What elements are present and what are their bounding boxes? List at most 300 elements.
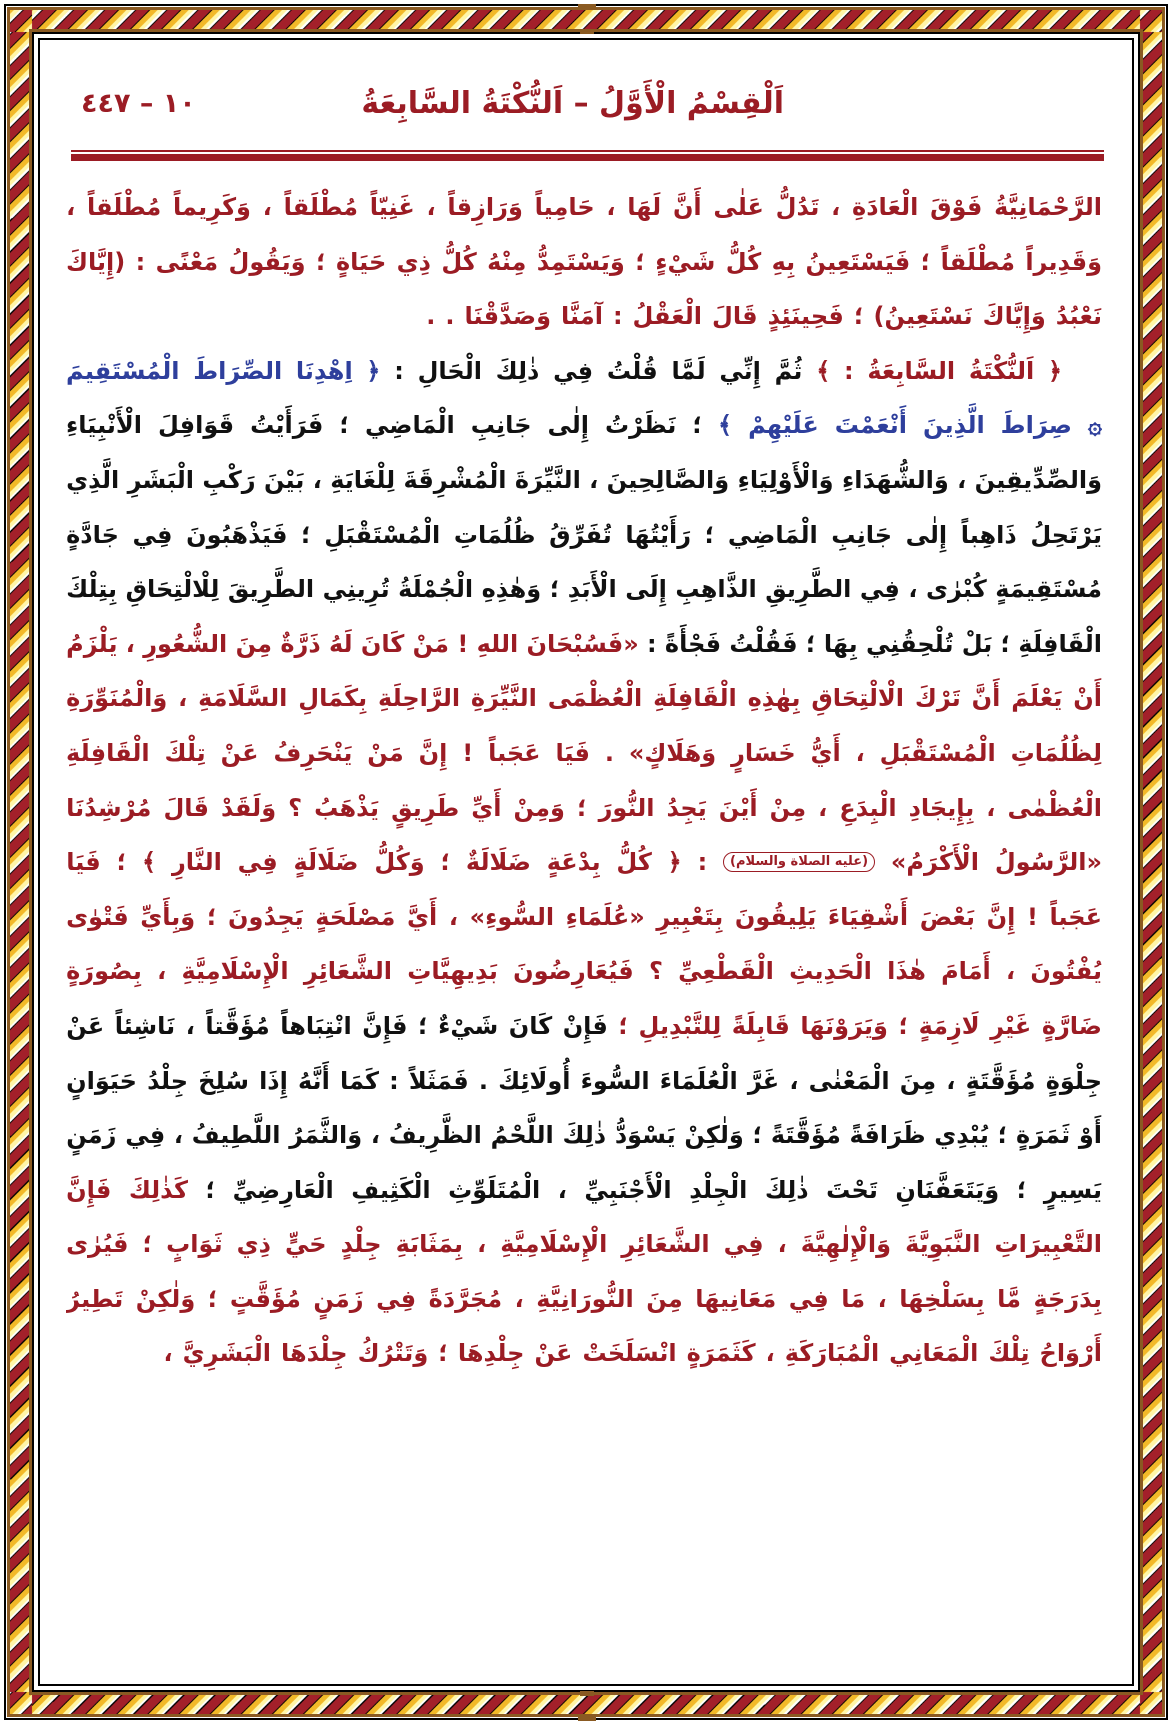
body-word: مُؤَقَّتَةً [770, 1121, 841, 1150]
body-word: إِلَى [625, 575, 667, 604]
emphasis-word: . [604, 738, 615, 767]
emphasis-word: ذِي [236, 1230, 271, 1259]
emphasis-word: ! [457, 629, 469, 658]
emphasis-word: ذِي [396, 247, 431, 276]
body-word: يُبْدِي [934, 1121, 989, 1150]
body-word: الْأَنْبِيَاءِ [66, 411, 142, 440]
body-word: الْأَبَدِ [567, 575, 617, 604]
emphasis-word: السَّلَامَةِ [198, 684, 288, 713]
emphasis-word: فَوْقَ [930, 193, 983, 221]
body-word: ؛ [752, 1121, 763, 1150]
body-word: وَلٰكِنْ [684, 1121, 744, 1150]
emphasis-word: تَطِيرُ [66, 1284, 124, 1313]
text-line [66, 398, 1102, 453]
body-word: تُفَرِّقُ [549, 520, 612, 549]
emphasis-word: ؛ [920, 247, 931, 276]
body-word: ذٰلِكَ [495, 356, 540, 385]
body-word: فَإِنَّ [362, 1011, 408, 1040]
emphasis-word: يَجِدُ [666, 793, 707, 822]
emphasis-word: الْمُسْتَقْبَلِ [879, 738, 996, 767]
text-line [66, 781, 1102, 836]
emphasis-word: ، [262, 193, 272, 221]
quran-verse-word: الْمُسْتَقِيمَ [66, 356, 180, 385]
body-word: الْبَشَرِ [127, 465, 194, 494]
quran-verse-word: الَّذِينَ [922, 411, 985, 440]
emphasis-word: ﴾ [142, 848, 157, 877]
honorific-seal-icon: (عليه الصلاة والسلام) [723, 852, 875, 872]
emphasis-word: فَيَا [555, 738, 590, 767]
emphasis-word: فَيَا [66, 848, 101, 877]
quran-verse-word: صِرَاطَ [1000, 411, 1072, 440]
emphasis-word: ضَلَالَةٌ [465, 848, 531, 877]
emphasis-word: خَسَارٍ [731, 738, 796, 767]
body-word: غَرَّ [747, 1066, 780, 1095]
body-word: ؛ [704, 520, 715, 549]
body-word: شَيْءٌ [438, 1011, 499, 1040]
body-word: كُبْرٰى [926, 575, 987, 604]
emphasis-word: قَالَ [712, 302, 758, 331]
quran-verse-word: أَنْعَمْتَ [834, 411, 907, 440]
emphasis-word: بِمَثَابَةِ [395, 1230, 464, 1259]
emphasis-word: النُّورَ [598, 793, 655, 822]
body-word: كَانَ [508, 1011, 553, 1040]
header-title: اَلْقِسْمُ الْأَوَّلُ – اَلنُّكْتَةُ السَّابِعَةُ [361, 86, 784, 121]
frame-bottom-inner-ornament-icon [580, 1691, 594, 1696]
emphasis-word: انْسَلَخَتْ [582, 1339, 677, 1368]
emphasis-word: ؛ [898, 1011, 909, 1040]
body-word: كَمَا [339, 1066, 379, 1095]
body-word: يَسْوَدُّ [614, 1121, 676, 1150]
emphasis-word: فَتْوٰى [66, 902, 129, 931]
emphasis-word: لِظُلُمَاتِ [1010, 738, 1102, 767]
emphasis-word: بِسَلْخِهَا [899, 1284, 985, 1313]
emphasis-word: الْأَكْرَمُ» [890, 848, 979, 877]
emphasis-word: تِلْكَ [164, 738, 206, 767]
emphasis-word: ؛ [440, 848, 451, 877]
body-word: فَرَأَيْتُ [250, 411, 324, 440]
body-word: السُّوءَ [580, 1066, 650, 1095]
emphasis-word: فِي [723, 1230, 764, 1259]
emphasis-word: وَرَازِقاً [447, 193, 523, 221]
emphasis-word: السَّابِعَةُ [867, 356, 956, 385]
body-word: ظُلُمَاتِ [453, 520, 536, 549]
body-word: ، [908, 575, 918, 604]
body-word: الطَّرِيقِ [765, 575, 852, 604]
emphasis-word: ، [157, 957, 167, 986]
emphasis-word: ، [477, 1230, 487, 1259]
quran-verse-word: ﴾ [718, 411, 733, 440]
body-word: الْعُلَمَاءَ [659, 1066, 738, 1095]
body-word: وَالشُّهَدَاءِ [841, 465, 949, 494]
body-word: النَّيِّرَةَ [514, 465, 581, 494]
emphasis-word: ، [514, 1284, 524, 1313]
text-line [66, 671, 1102, 726]
emphasis-word: . [426, 302, 436, 331]
emphasis-word: كُلُّ [725, 247, 762, 276]
body-word: تَحْتَ [826, 1175, 878, 1204]
body-word: وَيَتَعَفَّنَانِ [895, 1175, 1000, 1204]
body-word: إِلٰى [547, 411, 590, 440]
body-word: إِنِّي [719, 356, 761, 385]
emphasis-word: السُّوءِ» [469, 902, 555, 931]
frame-top-inner-ornament-icon [580, 29, 594, 34]
emphasis-word: ، [777, 1230, 787, 1259]
emphasis-word: مِنْهُ [487, 247, 527, 276]
emphasis-word: الرَّحْمَانِيَّةُ [994, 193, 1102, 221]
emphasis-word: ضَلَالَةٍ [293, 848, 359, 877]
emphasis-word: غَيْرِ [990, 1011, 1032, 1040]
body-word: وَالثَّمَرُ [289, 1121, 363, 1150]
emphasis-word: ؛ [315, 247, 326, 276]
emphasis-word: مِنْ [769, 793, 807, 822]
body-word: . [478, 1066, 488, 1095]
body-word: ؛ [692, 411, 703, 440]
emphasis-word: ، [66, 193, 76, 221]
emphasis-word: : [612, 302, 623, 331]
emphasis-word: كُلُّ [441, 247, 477, 276]
body-word: جِلْوَةٍ [1045, 1066, 1102, 1095]
emphasis-word: بِإِيجَادِ [908, 793, 975, 822]
emphasis-word: مَنْ [367, 738, 404, 767]
body-word: ، [957, 465, 967, 494]
text-line [66, 617, 1102, 672]
emphasis-word: وَكُلُّ [374, 848, 425, 877]
text-line [66, 508, 1102, 563]
text-line [66, 235, 1102, 290]
emphasis-word: وَكَرِيماً [173, 193, 251, 221]
body-word: الْجُمْلَةُ [398, 575, 474, 604]
text-line [66, 289, 1102, 344]
emphasis-word: ، [606, 193, 616, 221]
emphasis-word: مَنْ [412, 629, 450, 658]
text-line [66, 1108, 1102, 1163]
emphasis-word: جِلْدِهَا [457, 1339, 525, 1368]
emphasis-word: الْعُظْمٰى [1007, 793, 1102, 822]
emphasis-word: هٰذَا [887, 957, 926, 986]
emphasis-word: النَّبَوِيَّةَ [905, 1230, 981, 1259]
body-word: إِذَا [259, 1066, 288, 1095]
emphasis-word: : [135, 247, 146, 276]
body-word: الْمَاضِي [364, 411, 455, 440]
body-word: مِنَ [899, 1066, 937, 1095]
emphasis-word: قَابِلَةً [731, 1011, 790, 1040]
body-word: جَانِبِ [831, 520, 893, 549]
body-word: الْمُشْرِقَةَ [403, 465, 507, 494]
emphasis-word: وَهَلَاكٍ» [628, 738, 717, 767]
body-word: فَإِنْ [562, 1011, 608, 1040]
body-word: الظَّرِيفُ [388, 1121, 482, 1150]
body-word: مُؤَقَّتَةٍ [965, 1066, 1036, 1095]
body-word: قُلْتُ [606, 356, 658, 385]
emphasis-word: مُؤَقَّتٍ [229, 1284, 301, 1313]
emphasis-word: تَرْكَ [914, 684, 961, 713]
body-word: : [389, 1066, 399, 1095]
emphasis-word: فِي [788, 1284, 829, 1313]
emphasis-word: : [843, 356, 854, 385]
emphasis-word: الْقَافِلَةِ [66, 738, 150, 767]
emphasis-word: النُّورَانِيَّةِ [536, 1284, 634, 1313]
emphasis-word: ، [831, 193, 841, 221]
emphasis-word: وَقَدِيراً [1025, 247, 1102, 276]
body-word: الْمَعْنٰى [808, 1066, 890, 1095]
body-word: فِي [859, 575, 900, 604]
emphasis-word: أَيِّ [471, 793, 502, 822]
emphasis-word: أَيْنَ [718, 793, 758, 822]
body-word: ؛ [549, 575, 560, 604]
frame-bottom-ornament-icon [578, 1715, 596, 1721]
emphasis-word: طَرِيقٍ [391, 793, 460, 822]
body-word: ؛ [205, 1175, 216, 1204]
emphasis-word: حَيٍّ [284, 1230, 327, 1259]
emphasis-word: أَمَامَ [941, 957, 991, 986]
emphasis-word: ، [426, 193, 436, 221]
body-word: فِي [125, 1121, 166, 1150]
emphasis-word: ثَوَابٍ [166, 1230, 223, 1259]
body-word: ، [370, 1121, 381, 1150]
body-word: الذَّاهِبِ [675, 575, 757, 604]
quran-verse-word: عَلَيْهِمْ [748, 411, 819, 440]
emphasis-word: ؛ [206, 902, 217, 931]
text-line [66, 944, 1102, 999]
emphasis-word: لَازِمَةٍ [918, 1011, 980, 1040]
body-word: عَنْ [66, 1011, 105, 1040]
emphasis-word: بِهِ [771, 247, 796, 276]
emphasis-word: يَذْهَبُ [314, 793, 380, 822]
emphasis-word: «الرَّسُولُ [994, 848, 1102, 877]
emphasis-word: شَيْءٍ [655, 247, 716, 276]
emphasis-word: ! [1026, 902, 1038, 931]
body-word: رَأَيْتُهَا [625, 520, 692, 549]
body-word: : [647, 629, 657, 658]
emphasis-word: الشَّعَائِرِ [621, 1230, 710, 1259]
body-word: نَظَرْتُ [605, 411, 677, 440]
body-word: الْعَارِضِيِّ [232, 1175, 334, 1204]
body-word: ، [312, 465, 322, 494]
body-word: وَالصَّالِحِينَ [606, 465, 730, 494]
body-word: يَرْتَحِلُ [1030, 520, 1102, 549]
quran-verse-word: ﴿ [366, 356, 381, 385]
emphasis-word: ، [818, 793, 828, 822]
emphasis-word: ؛ [853, 302, 864, 331]
emphasis-word: يَعْلَمَ [1011, 684, 1063, 713]
emphasis-word: مُطْلَقاً [86, 193, 162, 221]
emphasis-word: ، [765, 1339, 775, 1368]
body-word: ظَرَافَةً [849, 1121, 926, 1150]
header-rule-thin [71, 150, 1104, 152]
emphasis-word: ذَرَّةٌ [280, 629, 321, 658]
text-line [66, 1163, 1102, 1218]
emphasis-word: مَّا [997, 1284, 1021, 1313]
emphasis-word: بَعْضَ [919, 902, 975, 931]
emphasis-word: يَلِيقُونَ [734, 902, 817, 931]
emphasis-word: وَإِيَّاكَ [982, 302, 1046, 331]
emphasis-word: الْمُبَارَكَةِ [784, 1339, 880, 1368]
emphasis-word: الْمَعَانِي [889, 1339, 979, 1368]
body-word: فَمَثَلاً [408, 1066, 469, 1095]
emphasis-word: عَنْ [220, 738, 259, 767]
emphasis-word: حَامِياً [534, 193, 595, 221]
emphasis-word: آمَنَّا [561, 302, 603, 331]
emphasis-word: وَيَرَوْنَهَا [800, 1011, 888, 1040]
body-word: اللَّحْمُ [490, 1121, 554, 1150]
emphasis-word: وَتَتْرُكُ [357, 1339, 429, 1368]
body-word: ذٰلِكَ [562, 1121, 607, 1150]
emphasis-word: «فَسُبْحَانَ [526, 629, 639, 658]
emphasis-word: كُلُّ [616, 848, 652, 877]
emphasis-word: جِلْدٍ [340, 1230, 382, 1259]
body-word: ؛ [1000, 629, 1011, 658]
body-word: لِلْغَايَةِ [330, 465, 396, 494]
body-word: لِلْالْتِحَاقِ [125, 575, 220, 604]
emphasis-word: يَلْزَمُ [66, 629, 118, 658]
emphasis-word: يُفْتُونَ [1030, 957, 1102, 986]
emphasis-word: . [445, 302, 455, 331]
emphasis-word: ؛ [142, 1230, 153, 1259]
emphasis-word: الْبِدَعِ [839, 793, 897, 822]
text-line [66, 726, 1102, 781]
emphasis-word: مِنَ [235, 629, 273, 658]
emphasis-word: أَنْ [1073, 684, 1102, 713]
page-number: ١٠ – ٤٤٧ [81, 88, 196, 119]
body-word: : [394, 356, 404, 385]
quran-verse-word: اِهْدِنَا [295, 356, 353, 385]
emphasis-word: ؟ [288, 793, 303, 822]
emphasis-word: ﴾ [816, 356, 831, 385]
body-word: ؛ [301, 520, 311, 549]
body-word: سُلِخَ [198, 1066, 249, 1095]
emphasis-word: عَلٰى [713, 193, 764, 221]
body-word: ؛ [805, 629, 816, 658]
emphasis-word: وَبِأَيِّ [140, 902, 196, 931]
body-word: انْتِبَاهاً [280, 1011, 352, 1040]
emphasis-word: ﴿ [1047, 356, 1062, 385]
emphasis-word: بِدَرَجَةٍ [1033, 1284, 1102, 1313]
body-word: وَهٰذِهِ [481, 575, 542, 604]
body-word: مُؤَقَّتاً [205, 1011, 270, 1040]
emphasis-word: مَصْلَحَةٍ [315, 902, 396, 931]
body-word: إِلٰى [905, 520, 948, 549]
body-word: ، [946, 1066, 956, 1095]
emphasis-word: فَيَسْتَعِينُ [805, 247, 911, 276]
emphasis-word: مَا [841, 1284, 866, 1313]
emphasis-word: أَيُّ [810, 738, 841, 767]
emphasis-word: الْقَطْعِيِّ [678, 957, 774, 986]
emphasis-word: مَعْنًى [155, 247, 219, 276]
body-word: وَالْأَوْلِيَاءِ [737, 465, 834, 494]
body-word: ، [789, 1066, 799, 1095]
emphasis-word: مُطْلَقاً [283, 193, 358, 221]
emphasis-word: الْعَقْلُ [632, 302, 703, 331]
emphasis-word: الْعَادَةِ [852, 193, 919, 221]
body-word: ؛ [339, 411, 349, 440]
body-word: الَّذِي [66, 465, 120, 494]
body-word: بِتِلْكَ [66, 575, 118, 604]
body-word: جَادَّةٍ [66, 520, 119, 549]
emphasis-word: فَإِنَّ [66, 1175, 112, 1204]
emphasis-word: زَمَنٍ [313, 1284, 364, 1313]
emphasis-word: (إِيَّاكَ [66, 247, 126, 276]
emphasis-word: ، [448, 902, 458, 931]
emphasis-word: اَلنُّكْتَةُ [968, 356, 1035, 385]
emphasis-word: ضَارَّةٍ [1041, 1011, 1102, 1040]
emphasis-word: الْبَشَرِيَّ [182, 1339, 271, 1368]
emphasis-word: عَجَباً [488, 738, 541, 767]
text-line [66, 1272, 1102, 1327]
body-word: أُولَائِكَ [498, 1066, 571, 1095]
emphasis-word: الْحَدِيثِ [789, 957, 872, 986]
emphasis-word: فَيُرٰى [66, 1230, 129, 1259]
body-text [66, 180, 1102, 1381]
emphasis-word: تِلْكَ [988, 1339, 1030, 1368]
text-line [66, 562, 1102, 617]
emphasis-word: ، [855, 738, 865, 767]
emphasis-word: يَنْحَرِفُ [273, 738, 353, 767]
body-word: الْكَثِيفِ [351, 1175, 431, 1204]
header-rule-thick [71, 154, 1104, 161]
body-word: الْمُسْتَقْبَلِ [324, 520, 441, 549]
emphasis-word: حَيَاةٍ [335, 247, 387, 276]
body-word: الْجِلْدِ [689, 1175, 748, 1204]
text-line [66, 835, 1102, 890]
emphasis-word: مُطْلَقاً [940, 247, 1015, 276]
emphasis-word: الشَّعَائِرِ [303, 957, 392, 986]
body-word: ذٰلِكَ [764, 1175, 809, 1204]
emphasis-word: كَذٰلِكَ [128, 1175, 188, 1204]
emphasis-word: ﴿ [667, 848, 682, 877]
emphasis-word: بِصُورَةٍ [66, 957, 142, 986]
emphasis-word: اللهِ [476, 629, 519, 658]
emphasis-word: ، [163, 1339, 173, 1368]
body-word: فَجْأَةً [664, 629, 722, 658]
emphasis-word: ؛ [438, 1339, 448, 1368]
body-word: فِي [553, 356, 594, 385]
body-word: ؛ [997, 1121, 1008, 1150]
emphasis-word: وَالْمُنَوِّرَةِ [66, 684, 168, 713]
emphasis-word: ؛ [618, 1011, 629, 1040]
body-word: الْأَجْنَبِيِّ [584, 1175, 672, 1204]
body-word: بِهَا [823, 629, 858, 658]
body-word: جَانِبِ [470, 411, 532, 440]
emphasis-word: وَصَدَّقْنَا [464, 302, 552, 331]
emphasis-word: فِي [237, 848, 278, 877]
emphasis-word: وَلَقَدْ [221, 793, 277, 822]
emphasis-word: وَلٰكِنْ [135, 1284, 196, 1313]
text-line [66, 1054, 1102, 1109]
body-word: أَنَّهُ [298, 1066, 330, 1095]
body-word: ، [589, 465, 599, 494]
emphasis-word: ، [1006, 957, 1016, 986]
body-word: زَمَنٍ [66, 1121, 117, 1150]
emphasis-word: أَنَّ [672, 193, 702, 221]
emphasis-word: لِلتَّبْدِيلِ [638, 1011, 722, 1040]
emphasis-word: الْعُظْمَى [547, 684, 643, 713]
emphasis-word: عَجَباً [1049, 902, 1102, 931]
emphasis-word: وَالْإِلٰهِيَّةَ [800, 1230, 892, 1259]
emphasis-word: الرَّاحِلَةِ [378, 684, 461, 713]
body-word: اللَّطِيفُ [191, 1121, 281, 1150]
emphasis-word: الْإِسْلَامِيَّةِ [181, 957, 289, 986]
body-word: ؛ [417, 1011, 428, 1040]
emphasis-word: ؛ [635, 247, 645, 276]
body-word: لَمَّا [671, 356, 706, 385]
emphasis-word: ، [877, 1284, 887, 1313]
emphasis-word: بِهٰذِهِ [747, 684, 801, 713]
emphasis-word: بِدْعَةٍ [546, 848, 601, 877]
emphasis-word: لَهُ [328, 629, 353, 658]
emphasis-word: نَسْتَعِينُ) [873, 302, 973, 331]
body-word: تُرِينِي [322, 575, 390, 604]
body-word: يَسِيرٍ [1043, 1175, 1102, 1204]
